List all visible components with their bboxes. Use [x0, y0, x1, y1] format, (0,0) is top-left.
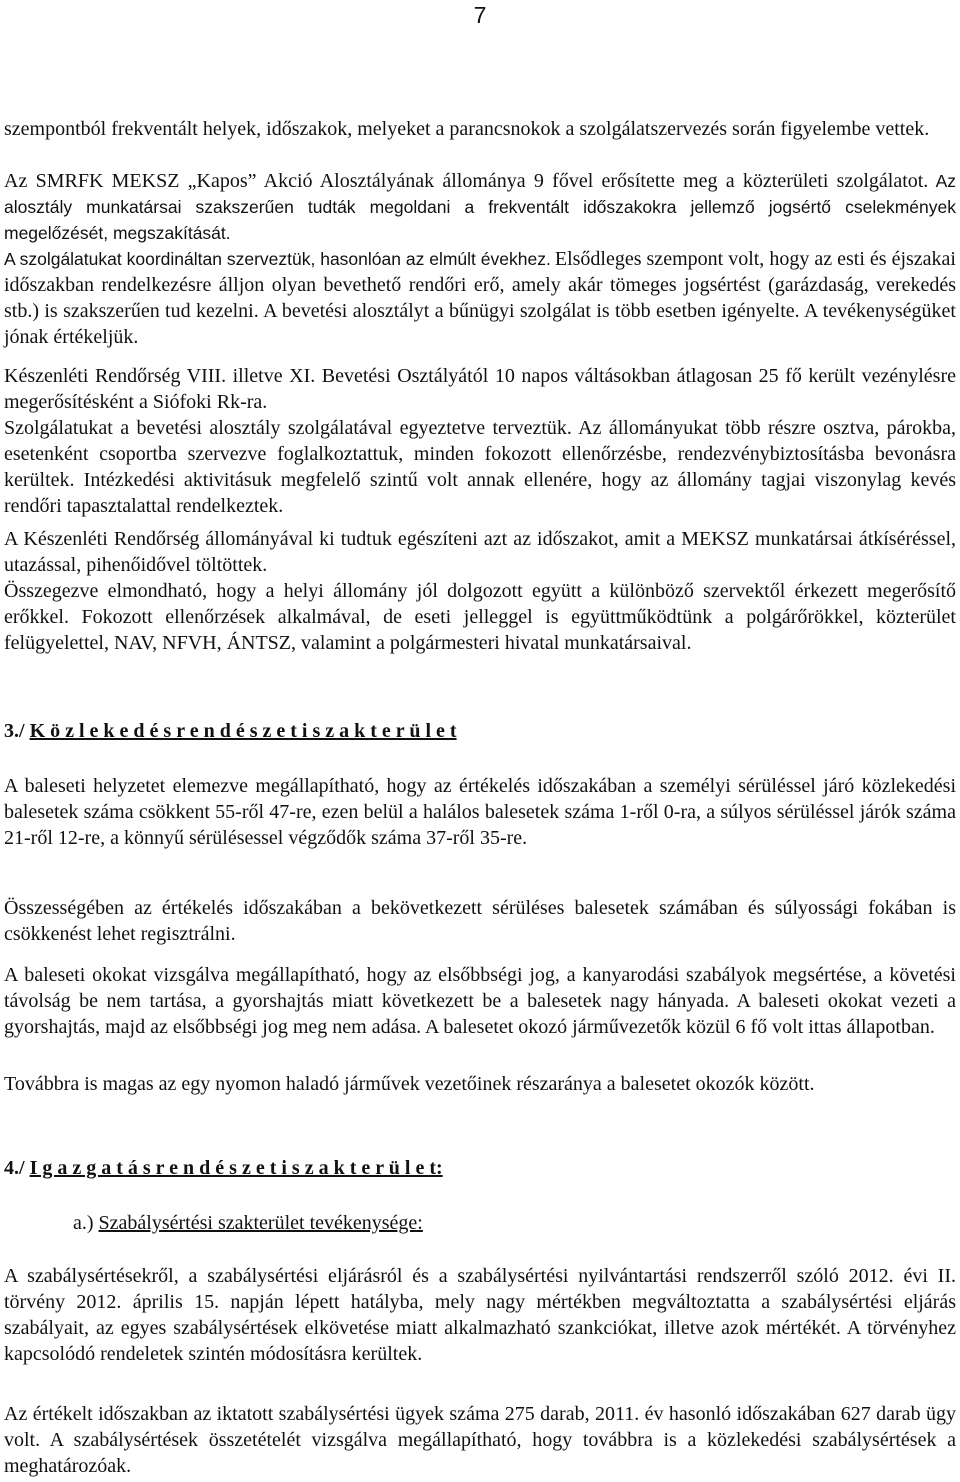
intro-paragraph-7 — [4, 578, 956, 656]
section-4-number: 4./ — [4, 1157, 30, 1179]
intro-paragraph-6 — [4, 526, 956, 578]
section-3-paragraph-4 — [4, 1071, 956, 1097]
intro-text-6: A Készenléti Rendőrség állományával ki tudtuk egészíteni azt az időszakot, amit a MEKSZ munkatársai átkíséréssel, utazással, pihenőidővel töltöttek. — [4, 528, 956, 576]
intro-paragraph-2 — [4, 168, 956, 246]
section-3-paragraph-1 — [4, 773, 956, 851]
section-4-title: I g a z g a t á s r e n d é s z e t i s z a k t e r ü l e t: — [29, 1157, 443, 1179]
section-4-text-1: A szabálysértésekről, a szabálysértési eljárásról és a szabálysértési nyilvántartási rendszerről szóló 2012. évi II. törvény 2012. április 15. napján lépett hatályba, mely nagy mértékben megváltoztatta a szabálysértési eljárás szabályait, az egyes szabálysértések elkövetése miatt alkalmazható szankciókat, illetve azok mértékét. A törvényhez kapcsolódó rendeletek szintén módosításra kerültek. — [4, 1265, 956, 1365]
intro-text-7: Összegezve elmondható, hogy a helyi állomány jól dolgozott együtt a különböző szervektől érkezett megerősítő erőkkel. Fokozott ellenőrzések alkalmával, de eseti jelleggel is együttműködtünk a polgárőrökkel, közterület felügyelettel, NAV, NFVH, ÁNTSZ, valamint a polgármesteri hivatal munkatársaival. — [4, 580, 956, 654]
intro-text-2b: Az alosztály munkatársai szakszerűen tudták megoldani a frekventált időszakokra jellemző jogsértő cselekmények megelőzését, megszakítását. — [4, 171, 957, 243]
intro-paragraph-1 — [4, 116, 956, 142]
section-4a-title: Szabálysértési szakterület tevékenysége: — [98, 1212, 423, 1234]
section-4a-heading — [73, 1210, 423, 1236]
intro-text-1: szempontból frekventált helyek, időszakok, melyeket a parancsnokok a szolgálatszervezés során figyelembe vettek. — [4, 118, 930, 140]
section-3-text-3: A baleseti okokat vizsgálva megállapítható, hogy az elsőbbségi jog, a kanyarodási szabályok megsértése, a követési távolság be nem tartása, a gyorshajtás miatt következett be a balesetek nagy hányada. A baleseti okokat vezeti a gyorshajtás, majd az elsőbbségi jog meg nem adása. A balesetet okozó járművezetők közül 6 fő volt ittas állapotban. — [4, 964, 956, 1038]
intro-text-3d: A tevékenységüket jónak értékeljük. — [4, 300, 956, 348]
section-4a-prefix: a.) — [73, 1212, 99, 1234]
page-number: 7 — [473, 2, 487, 28]
intro-text-4: Készenléti Rendőrség VIII. illetve XI. Bevetési Osztályától 10 napos váltásokban átlagosan 25 fő került vezénylésre megerősítésként a Siófoki Rk-ra. — [4, 365, 956, 413]
section-3-heading — [4, 718, 457, 744]
section-4-heading — [4, 1155, 443, 1181]
section-4-text-2: Az értékelt időszakban az iktatott szabálysértési ügyek száma 275 darab, 2011. év hasonló időszakában 627 darab ügy volt. A szabálysértések összetételét vizsgálva megállapítható, hogy továbbra is a közlekedési szabálysértések a meghatározóak. — [4, 1403, 956, 1477]
section-3-text-1: A baleseti helyzetet elemezve megállapítható, hogy az értékelés időszakában a személyi sérüléssel járó közlekedési balesetek száma csökkent 55-ről 47-re, ezen belül a halálos balesetek száma 1-ről 0-ra, a súlyos sérüléssel járók száma 21-ről 12-re, a könnyű sérülésessel végződők száma 37-ről 35-re. — [4, 775, 956, 849]
section-3-paragraph-3 — [4, 962, 956, 1040]
intro-text-3c: A bevetési alosztályt a bűnügyi szolgálat is több esetben igényelte. — [263, 300, 800, 322]
section-3-number: 3./ — [4, 720, 30, 742]
section-4-paragraph-1 — [4, 1263, 956, 1367]
intro-text-5: Szolgálatukat a bevetési alosztály szolgálatával egyeztetve terveztük. Az állományukat több részre osztva, párokba, esetenként csoportba szervezve foglalkoztattuk, minden fokozott ellenőrzésbe, rendezvénybiztosításba bevonásra kerültek. Intézkedési aktivitásuk megfelelő szintű volt annak ellenére, hogy az állomány tagjai viszonylag kevés rendőri tapasztalattal rendelkeztek. — [4, 417, 956, 517]
intro-paragraph-4 — [4, 363, 956, 415]
section-4-paragraph-2 — [4, 1401, 956, 1479]
section-3-text-2: Összességében az értékelés időszakában a bekövetkezett sérüléses balesetek számában és súlyossági fokában is csökkenést lehet regisztrálni. — [4, 897, 956, 945]
intro-paragraph-3 — [4, 246, 956, 350]
section-3-text-4: Továbbra is magas az egy nyomon haladó járművek vezetőinek részaránya a balesetet okozók között. — [4, 1073, 815, 1095]
intro-text-3a: A szolgálatukat koordináltan szerveztük, hasonlóan az elmúlt évekhez. — [4, 249, 551, 269]
intro-paragraph-5 — [4, 415, 956, 519]
intro-text-3b: Elsődleges szempont volt, hogy az esti és éjszakai időszakban rendelkezésre álljon olyan bevethető rendőri erő, amely akár tömeges jogsértést (garázdaság, verekedés stb.) is szakszerűen tud kezelni. — [4, 248, 956, 322]
intro-text-2a: Az SMRFK MEKSZ „Kapos” Akció Alosztályának állománya 9 fővel erősítette meg a közterületi szolgálatot. — [4, 170, 929, 192]
section-3-title: K ö z l e k e d é s r e n d é s z e t i s z a k t e r ü l e t — [29, 720, 457, 742]
section-3-paragraph-2 — [4, 895, 956, 947]
